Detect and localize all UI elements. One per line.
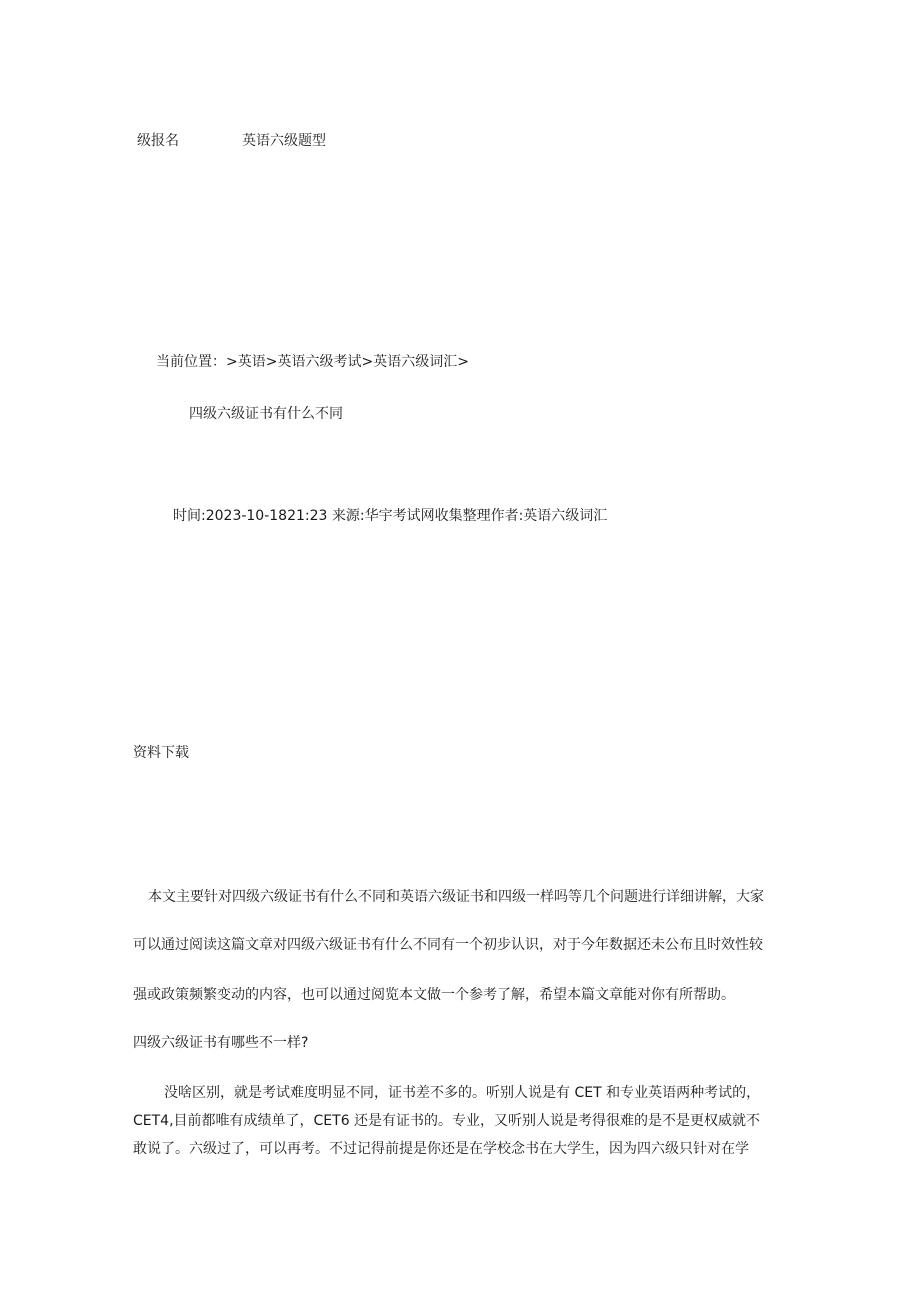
article-title: 四级六级证书有什么不同 — [189, 406, 343, 422]
body-line: 敢说了。六级过了，可以再考。不过记得前提是你还是在学校念书在大学生，因为四六级只针对在学 — [133, 1141, 749, 1157]
intro-line: 可以通过阅读这篇文章对四级六级证书有什么不同有一个初步认识，对于今年数据还未公布且时效性较 — [133, 937, 763, 953]
article-meta: 时间:2023-10-1821:23 来源:华宇考试网收集整理作者:英语六级词汇 — [173, 508, 608, 524]
nav-link-question-types[interactable]: 英语六级题型 — [242, 133, 326, 149]
download-link[interactable]: 资料下载 — [133, 745, 189, 761]
body-line: CET4,目前都唯有成绩单了，CET6 还是有证书的。专业，又听别人说是考得很难的是不是更权威就不 — [133, 1113, 761, 1129]
nav-link-registration[interactable]: 级报名 — [137, 133, 179, 149]
breadcrumb[interactable]: 当前位置：>英语>英语六级考试>英语六级词汇> — [156, 354, 469, 370]
section-heading: 四级六级证书有哪些不一样? — [133, 1035, 309, 1051]
intro-line: 本文主要针对四级六级证书有什么不同和英语六级证书和四级一样吗等几个问题进行详细讲解，大家 — [148, 889, 764, 905]
body-line: 没啥区别，就是考试难度明显不同，证书差不多的。听别人说是有 CET 和专业英语两种考试的， — [164, 1085, 761, 1101]
intro-line: 强或政策频繁变动的内容，也可以通过阅览本文做一个参考了解，希望本篇文章能对你有所帮助。 — [133, 987, 735, 1003]
